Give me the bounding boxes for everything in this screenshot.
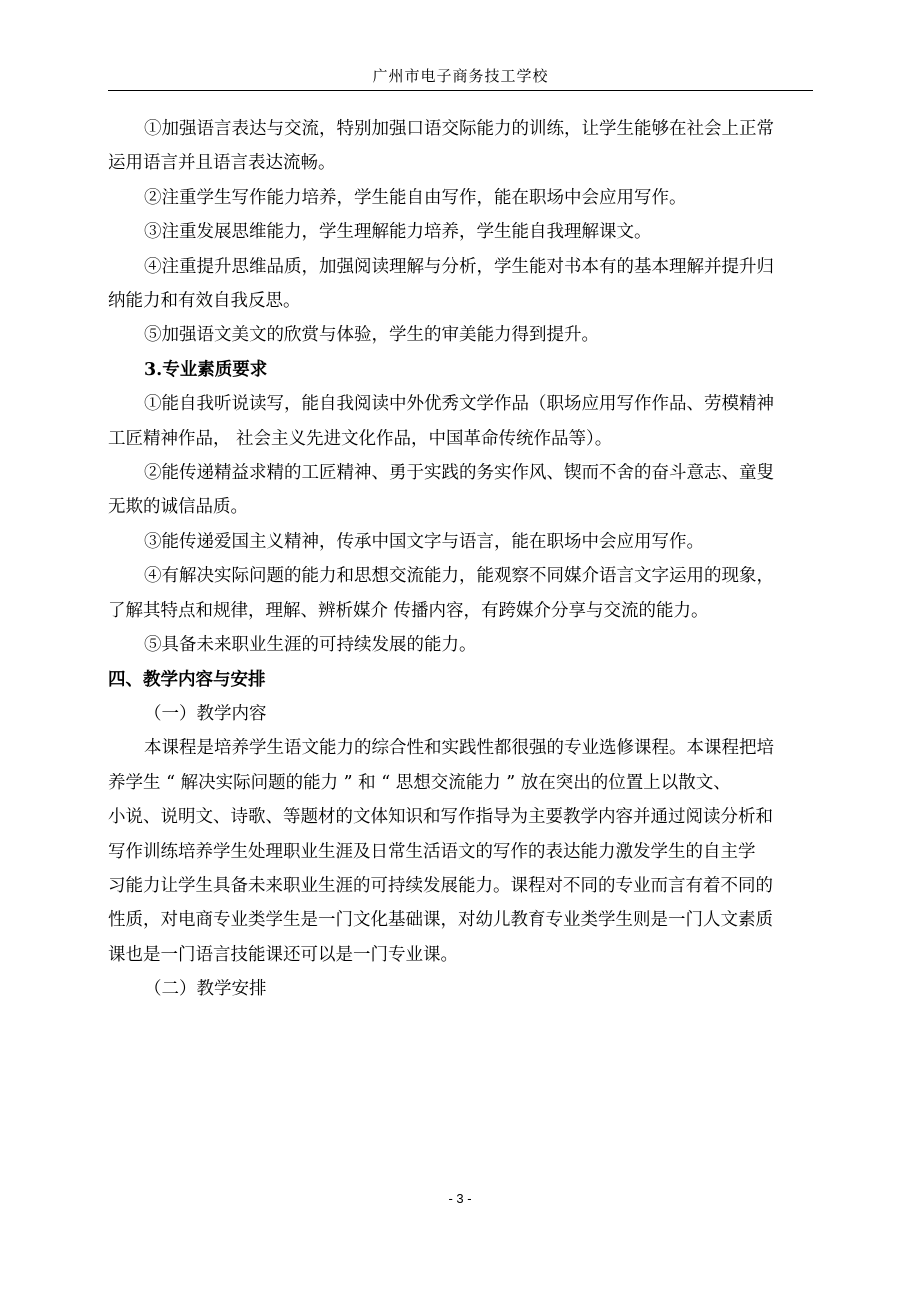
text-line: ②能传递精益求精的工匠精神、勇于实践的务实作风、锲而不舍的奋斗意志、童叟 xyxy=(144,463,774,484)
text-line: 写作训练培养学生处理职业生涯及日常生活语文的写作的表达能力激发学生的自主学 xyxy=(108,841,756,862)
section-heading: 3.专业素质要求 xyxy=(144,359,268,380)
document-body xyxy=(108,112,813,1007)
page-footer xyxy=(0,1190,920,1208)
page-header xyxy=(108,64,813,91)
text-line: 纳能力和有效自我反思。 xyxy=(108,291,301,312)
text-line: 小说、说明文、诗歌、等题材的文体知识和写作指导为主要教学内容并通过阅读分析和 xyxy=(108,807,773,828)
text-line: 工匠精神作品， 社会主义先进文化作品，中国革命传统作品等）。 xyxy=(108,428,613,449)
text-line: 习能力让学生具备未来职业生涯的可持续发展能力。课程对不同的专业而言有着不同的 xyxy=(108,875,773,896)
text-line: ①能自我听说读写，能自我阅读中外优秀文学作品（职场应用写作作品、劳模精神 xyxy=(144,394,774,415)
text-line: 本课程是培养学生语文能力的综合性和实践性都很强的专业选修课程。本课程把培 xyxy=(144,738,774,759)
text-line: ④注重提升思维品质，加强阅读理解与分析，学生能对书本有的基本理解并提升归 xyxy=(144,256,774,277)
text-line: 无欺的诚信品质。 xyxy=(108,497,248,518)
text-line: 课也是一门语言技能课还可以是一门专业课。 xyxy=(108,944,458,965)
text-line: ⑤加强语文美文的欣赏与体验，学生的审美能力得到提升。 xyxy=(144,325,599,346)
header-school-name: 广州市电子商务技工学校 xyxy=(372,67,549,85)
page-number: - 3 - xyxy=(448,1191,472,1206)
text-line: ③能传递爱国主义精神，传承中国文字与语言，能在职场中会应用写作。 xyxy=(144,531,704,552)
section-heading: 四、教学内容与安排 xyxy=(108,669,266,690)
text-line: ④有解决实际问题的能力和思想交流能力，能观察不同媒介语言文字运用的现象， xyxy=(144,566,774,587)
text-line: 了解其特点和规律，理解、辨析媒介 传播内容，有跨媒介分享与交流的能力。 xyxy=(108,600,709,621)
text-line: 性质，对电商专业类学生是一门文化基础课，对幼儿教育专业类学生则是一门人文素质 xyxy=(108,910,773,931)
text-line: ①加强语言表达与交流，特别加强口语交际能力的训练，让学生能够在社会上正常 xyxy=(144,119,774,139)
text-line: （一）教学内容 xyxy=(144,703,267,724)
text-line: 运用语言并且语言表达流畅。 xyxy=(108,153,336,174)
text-line: 养学生 “ 解决实际问题的能力 ” 和 “ 思想交流能力 ” 放在突出的位置上以散文、 xyxy=(108,772,731,793)
text-line: ⑤具备未来职业生涯的可持续发展的能力。 xyxy=(144,635,477,656)
text-line: （二）教学安排 xyxy=(144,979,267,1000)
text-line: ③注重发展思维能力，学生理解能力培养，学生能自我理解课文。 xyxy=(144,222,652,243)
text-line: ②注重学生写作能力培养，学生能自由写作，能在职场中会应用写作。 xyxy=(144,187,687,208)
